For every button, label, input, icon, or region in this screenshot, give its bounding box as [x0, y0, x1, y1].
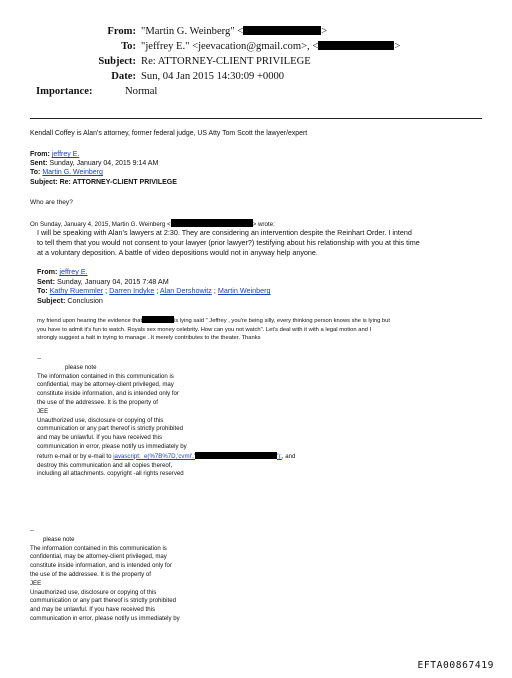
- quote-line: to tell them that you would not consent to your lawyer (prior lawyer?) testifying about his relationship with you at this time: [37, 238, 420, 247]
- redaction-block: [171, 219, 253, 227]
- conclusion-paragraph: [37, 316, 390, 343]
- redaction-block: [318, 41, 394, 50]
- recipient-link-dershowitz[interactable]: Alan Dershowitz: [159, 286, 212, 296]
- quote-line: I will be speaking with Alan’s lawyers at 2:30. They are considering an intervention despite the Reinhart Order. I intend: [37, 228, 412, 237]
- msg2-from-link[interactable]: jeffrey E.: [51, 151, 80, 158]
- notice-please-note: please note: [43, 535, 75, 543]
- notice-line: communication or any part thereof is strictly prohibited: [30, 597, 176, 605]
- notice-line: destroy this communication and all copies thereof,: [37, 461, 173, 469]
- redaction-block: [195, 452, 277, 459]
- notice-line: and may be unlawful. If you have received this: [37, 434, 162, 442]
- msg2-subject-label: Subject:: [30, 178, 58, 186]
- recipient-separator: ;: [211, 286, 218, 296]
- notice-line: communication in error, please notify us immediately by: [30, 614, 180, 622]
- notice-return-link-end[interactable]: ');: [276, 452, 282, 460]
- notice-line: confidential, may be attorney-client privileged, may: [30, 553, 167, 561]
- header-subject-row: [30, 54, 400, 69]
- bates-number: EFTA00867419: [417, 660, 494, 671]
- forwarded-header-2: [30, 150, 177, 187]
- header-from-row: [30, 24, 400, 39]
- subject-value: Re: ATTORNEY-CLIENT PRIVILEGE: [141, 56, 311, 67]
- msg2-text: Who are they?: [30, 199, 73, 206]
- email-header: [30, 24, 400, 99]
- notice-line: JEE: [37, 407, 49, 415]
- notice-line: Unauthorized use, disclosure or copying of this: [30, 588, 157, 596]
- recipient-link-weinberg[interactable]: Martin Weinberg: [217, 286, 271, 296]
- notice-line: the use of the addressee. It is the property of: [37, 398, 158, 406]
- importance-label: Importance:: [36, 86, 93, 97]
- notice-return-link[interactable]: javascript:_e(%7B%7D,'cvml',': [113, 452, 195, 460]
- msg3-from-link[interactable]: jeffrey E.: [59, 267, 88, 276]
- from-value: "Martin G. Weinberg" <: [141, 26, 244, 37]
- msg2-to-link[interactable]: Martin G. Weinberg: [42, 169, 103, 177]
- msg3-sent-value: Sunday, January 04, 2015 7:48 AM: [56, 276, 169, 286]
- notice-line: The information contained in this communication is: [30, 544, 167, 552]
- msg3-subject-label: Subject:: [37, 295, 66, 305]
- header-to-row: [30, 39, 400, 54]
- from-label: From:: [107, 26, 136, 37]
- header-importance-row: [30, 84, 400, 99]
- notice-line: confidential, may be attorney-client privileged, may: [37, 381, 174, 389]
- notice-line: communication or any part thereof is strictly prohibited: [37, 425, 183, 433]
- to-label: To:: [121, 41, 136, 52]
- msg3-from-label: From:: [37, 267, 58, 276]
- notice-line: the use of the addressee. It is the property of: [30, 570, 151, 578]
- para-mid: is lying said " Jeffrey , you're being silly, every thinking person knows she is lying but: [174, 318, 390, 324]
- msg3-sent-label: Sent:: [37, 276, 55, 286]
- msg2-from-label: From:: [30, 151, 50, 158]
- recipient-separator: ;: [154, 286, 160, 296]
- header-date-row: [30, 69, 400, 84]
- subject-label: Subject:: [98, 56, 136, 67]
- recipient-separator: ;: [103, 286, 110, 296]
- notice-dashes: --: [30, 527, 35, 534]
- redaction-block: [243, 26, 321, 35]
- date-value: Sun, 04 Jan 2015 14:30:09 +0000: [141, 71, 285, 82]
- recipient-link-indyke[interactable]: Darren Indyke: [109, 286, 155, 296]
- quote-line: at a voluntary deposition. A battle of video depositions would not in anyway help anyone.: [37, 248, 318, 257]
- redaction-block: [142, 316, 174, 323]
- para-line: strongly suggest a halt in trying to manage . It merely contributes to the theater. Thanks: [37, 335, 261, 342]
- msg2-subject-value: Re: ATTORNEY-CLIENT PRIVILEGE: [59, 178, 177, 186]
- notice-return-suffix: , and: [281, 452, 296, 460]
- from-end: >: [321, 26, 328, 37]
- wrote-suffix: > wrote:: [252, 221, 275, 228]
- notice-line: constitute inside information, and is intended only for: [37, 390, 179, 398]
- notice-line: constitute inside information, and is intended only for: [30, 562, 172, 570]
- msg2-to-label: To:: [30, 169, 41, 177]
- msg2-sent-label: Sent:: [30, 160, 48, 168]
- recipient-link-ruemmler[interactable]: Kathy Ruemmler: [49, 286, 104, 296]
- body-line-1: Kendall Coffey is Alan’s attorney, former federal judge, US Atty Tom Scott the lawyer/expert: [30, 130, 308, 137]
- notice-line: Unauthorized use, disclosure or copying of this: [37, 416, 164, 424]
- notice-line: communication in error, please notify us immediately by: [37, 442, 187, 450]
- to-value: "jeffrey E." <jeevacation@gmail.com>, <: [141, 41, 319, 52]
- para-start: my friend upon hearing the evidence that: [37, 318, 143, 324]
- notice-line: and may be unlawful. If you have received this: [30, 606, 155, 614]
- msg3-subject-value: Conclusion: [67, 295, 103, 305]
- notice-line: including all attachments. copyright -all rights reserved: [37, 470, 184, 478]
- msg2-sent-value: Sunday, January 04, 2015 9:14 AM: [49, 160, 159, 168]
- notice-please-note: please note: [65, 363, 97, 371]
- notice-dashes: --: [37, 355, 42, 362]
- header-divider: [30, 118, 482, 119]
- notice-line: JEE: [30, 579, 42, 587]
- quoted-text: [37, 228, 420, 258]
- para-line: you have to admit it's fun to watch. Royals sex money celebrity. How can you not watch". Let's deal with it with a legal motion and I: [37, 326, 372, 333]
- date-label: Date:: [111, 71, 136, 82]
- msg3-to-label: To:: [37, 286, 48, 296]
- wrote-prefix: On Sunday, January 4, 2015, Martin G. Weinberg <: [30, 221, 171, 228]
- confidentiality-notice-1: [37, 355, 295, 479]
- to-end: >: [394, 41, 401, 52]
- notice-line: The information contained in this communication is: [37, 372, 174, 380]
- importance-value: Normal: [125, 86, 158, 97]
- notice-return-prefix: return e-mail or by e-mail to: [37, 452, 114, 460]
- confidentiality-notice-2: [30, 527, 180, 624]
- forwarded-header-3: [37, 267, 270, 305]
